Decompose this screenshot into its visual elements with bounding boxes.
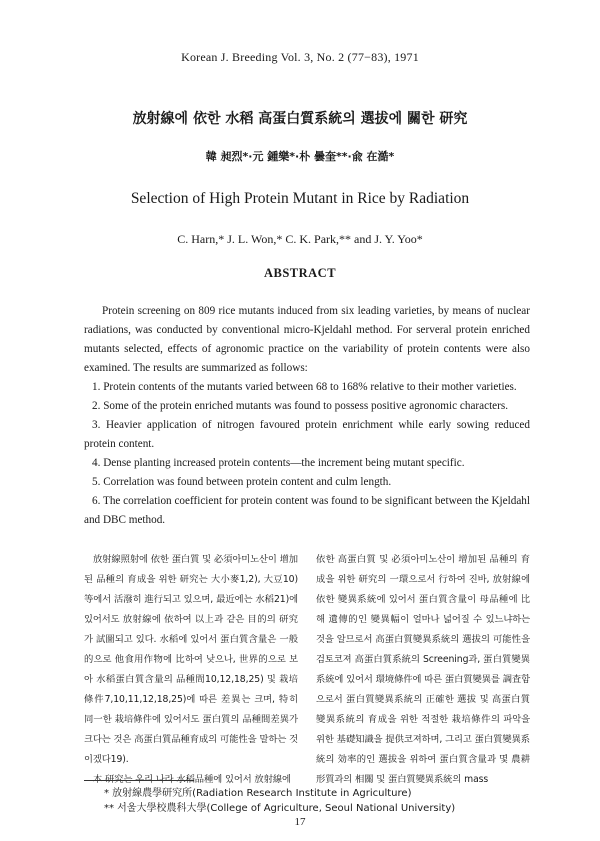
abstract-item: 3. Heavier application of nitrogen favoured protein enrichment while early sowing reduced protein content. bbox=[84, 419, 530, 450]
footnote-divider bbox=[84, 780, 194, 781]
body-paragraph: 依한 高蛋白質 및 必須아미노산이 增加된 品種의 育成을 위한 研究의 一環으로서 行하여 진바, 放射線에 依한 變異系統에 있어서 蛋白質含量이 母品種에 比해 遺傳的인 變異幅이 얼마나 넓어질 수 있느냐하는 것을 알므로서 高蛋白質變異系統의 選拔의 可能性을 검토코져 高蛋白質系統의 Screening과, 蛋白質變異系統에 있어서 環境條件에 따른 蛋白質變異를 調査함으로서 蛋白質變異系統의 正確한 選拔 및 高蛋白質變異系統의 育成을 위한 적절한 栽培條件의 파악을 위한 基礎知識을 提供코져하며, 그리고 蛋白質變異系統의 効率的인 選拔을 위하여 蛋白質含量과 몇 農耕形質과의 相關 및 蛋白質變異系統의 mass bbox=[316, 554, 530, 785]
body-paragraph: 本 研究는 우리 나라 水稻品種에 있어서 放射線에 bbox=[93, 774, 291, 785]
footnote: ** 서울大學校農科大學(College of Agriculture, Seoul National University) bbox=[104, 803, 456, 814]
authors-korean: 韓 昶烈*·元 鍾樂*·朴 曇奎**·兪 在澔* bbox=[205, 150, 395, 163]
body-paragraph: 放射線照射에 依한 蛋白質 및 必須아미노산이 增加된 品種의 育成을 위한 研究는 大小麥1,2), 大豆10)等에서 活潑히 進行되고 있으며, 最近에는 水稻21)에 있어서도 放射線에 依하여 以上과 같은 目的의 研究가 試圖되고 있다. 水稻에 있어서 蛋白質含量은 一般的으로 他食用作物에 比하여 낮으나, 世界的으로 보아 水稻蛋白質含量의 品種間10,12,18,25) 및 栽培條件7,10,11,12,18,25)에 따른 差異는 크며, 特히 同一한 栽培條件에 있어서도 蛋白質의 品種間差異가 크다는 것은 高蛋白質品種育成의 可能性을 말하는 것이겠다19). bbox=[84, 554, 298, 765]
title-korean: 放射線에 依한 水稻 高蛋白質系統의 選拔에 關한 研究 bbox=[132, 111, 468, 127]
journal-header: Korean J. Breeding Vol. 3, No. 2 (77−83), 1971 bbox=[181, 50, 419, 64]
footnote: * 放射線農學研究所(Radiation Research Institute in Agriculture) bbox=[104, 788, 412, 799]
abstract-heading: ABSTRACT bbox=[263, 266, 337, 280]
body-column-left bbox=[84, 550, 298, 790]
abstract-body bbox=[84, 302, 530, 530]
abstract-item: 4. Dense planting increased protein contents—the increment being mutant specific. bbox=[92, 457, 465, 469]
body-column-right bbox=[316, 550, 530, 790]
title-english: Selection of High Protein Mutant in Rice by Radiation bbox=[130, 190, 470, 207]
abstract-intro: Protein screening on 809 rice mutants induced from six leading varieties, by means of nuclear radiations, was conducted by conventional micro-Kjeldahl method. For serveral protein enriched mutants selected, effects of agronomic practice on the variability of protein contents were also examined. The results are summarized as follows: bbox=[84, 305, 530, 374]
body-columns bbox=[84, 550, 530, 785]
abstract-item: 1. Protein contents of the mutants varied between 68 to 168% relative to their mother varieties. bbox=[92, 381, 517, 393]
abstract-item: 6. The correlation coefficient for protein content was found to be significant between the Kjeldahl and DBC method. bbox=[84, 495, 530, 526]
abstract-item: 2. Some of the protein enriched mutants was found to possess positive agronomic characters. bbox=[92, 400, 509, 412]
page-number: 17 bbox=[294, 816, 306, 828]
footnotes bbox=[104, 786, 455, 816]
abstract-item: 5. Correlation was found between protein content and culm length. bbox=[92, 476, 392, 488]
authors-english: C. Harn,* J. L. Won,* C. K. Park,** and J. Y. Yoo* bbox=[177, 232, 423, 246]
